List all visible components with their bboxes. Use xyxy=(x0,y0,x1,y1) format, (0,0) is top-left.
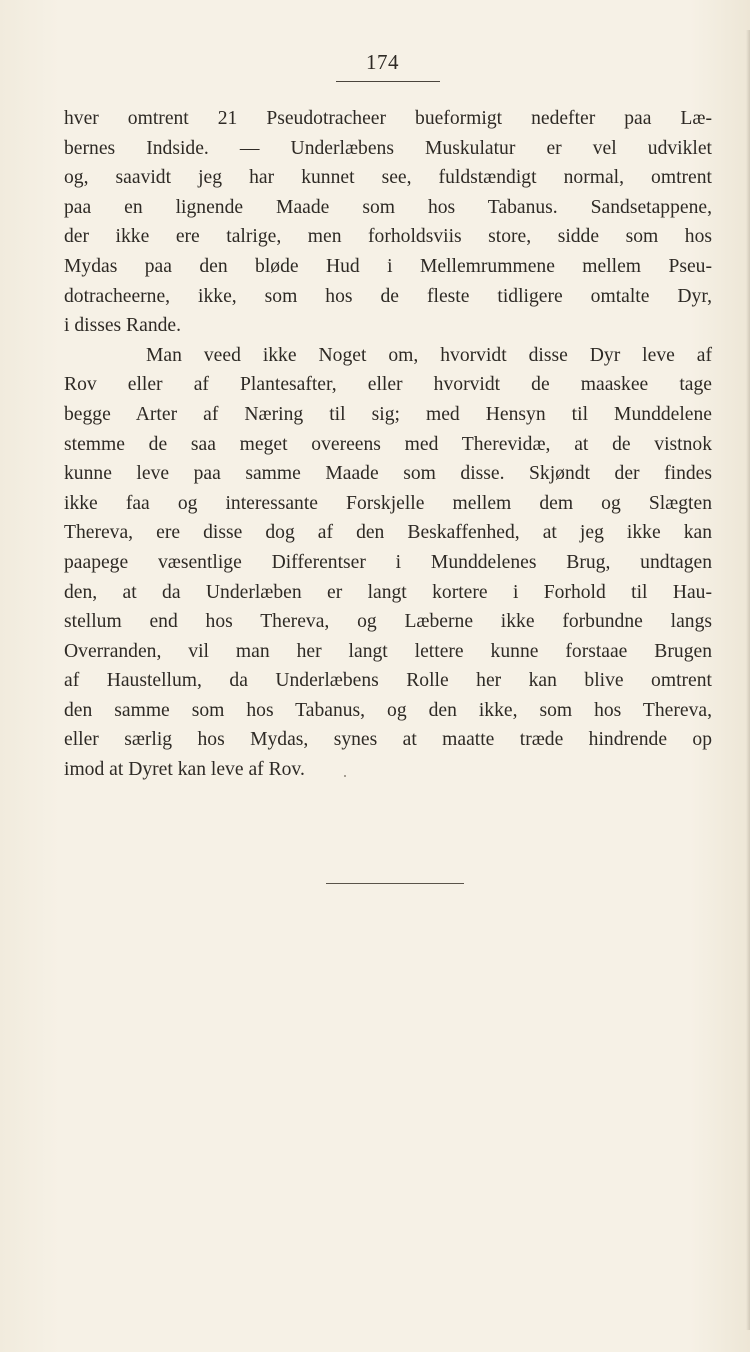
text-line: imod at Dyret kan leve af Rov. xyxy=(64,759,305,781)
text-line: den, at da Underlæben er langt kortere i Forhold til Hau- xyxy=(64,581,712,603)
text-line: der ikke ere talrige, men forholdsviis store, sidde som hos xyxy=(64,226,712,248)
text-line: stellum end hos Thereva, og Læberne ikke forbundne langs xyxy=(64,611,712,633)
section-end-rule xyxy=(326,883,464,884)
text-line: paapege væsentlige Differentser i Munddelenes Brug, undtagen xyxy=(64,551,712,573)
text-line: og, saavidt jeg har kunnet see, fuldstændigt normal, omtrent xyxy=(64,167,712,189)
text-line: bernes Indside. — Underlæbens Muskulatur er vel udviklet xyxy=(64,137,712,159)
text-line: Mydas paa den bløde Hud i Mellemrummene mellem Pseu- xyxy=(64,255,712,277)
page-number-underline xyxy=(336,81,440,82)
text-line: Thereva, ere disse dog af den Beskaffenhed, at jeg ikke kan xyxy=(64,522,712,544)
text-line: hver omtrent 21 Pseudotracheer bueformigt nedefter paa Læ- xyxy=(64,108,712,129)
page-edge-shadow xyxy=(746,30,750,1330)
text-line: paa en lignende Maade som hos Tabanus. Sandsetappene, xyxy=(64,196,712,218)
print-speck xyxy=(344,775,346,777)
text-line: af Haustellum, da Underlæbens Rolle her kan blive omtrent xyxy=(64,670,712,692)
text-line: den samme som hos Tabanus, og den ikke, som hos Thereva, xyxy=(64,699,712,721)
text-line: ikke faa og interessante Forskjelle mellem dem og Slægten xyxy=(64,492,712,514)
text-line: kunne leve paa samme Maade som disse. Skjøndt der findes xyxy=(64,463,712,485)
text-line: dotracheerne, ikke, som hos de fleste tidligere omtalte Dyr, xyxy=(64,285,712,307)
text-line: stemme de saa meget overeens med Therevidæ, at de vistnok xyxy=(64,433,712,455)
body-text xyxy=(64,104,712,785)
text-line: Man veed ikke Noget om, hvorvidt disse Dyr leve af xyxy=(146,344,712,366)
text-line: begge Arter af Næring til sig; med Hensyn til Munddelene xyxy=(64,403,712,425)
page-number: 174 xyxy=(366,50,399,74)
text-line: Rov eller af Plantesafter, eller hvorvidt de maaskee tage xyxy=(64,374,712,396)
text-line: eller særlig hos Mydas, synes at maatte træde hindrende op xyxy=(64,729,712,751)
text-line: i disses Rande. xyxy=(64,315,182,337)
text-line: Overranden, vil man her langt lettere kunne forstaae Brugen xyxy=(64,640,712,662)
